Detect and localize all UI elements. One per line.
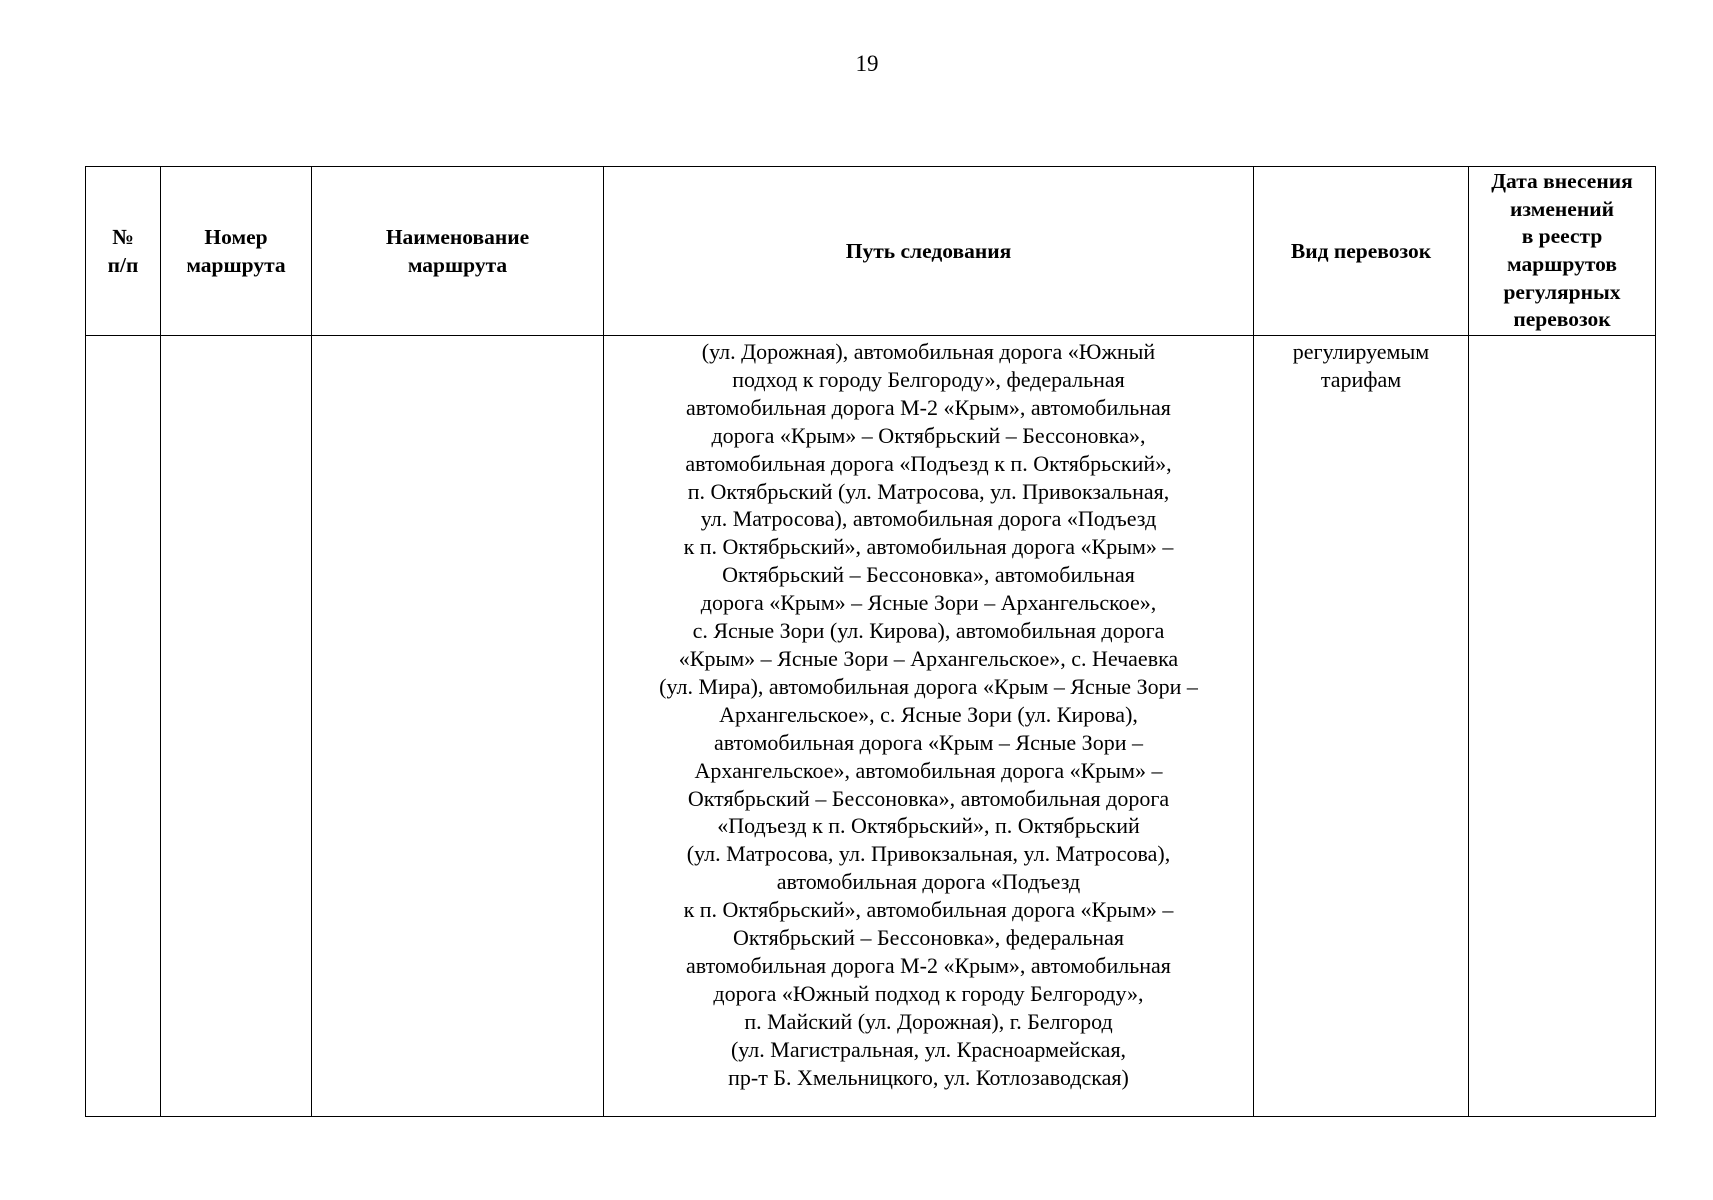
route-path-text: (ул. Дорожная), автомобильная дорога «Южный подход к городу Белгороду», федеральная автомобильная дорога М-2 «Крым», автомобильная дорога «Крым» – Октябрьский – Бессоновка», автомобильная дорога «Подъезд к п. Октябрьский», п. Октябрьский (ул. Матросова, ул. Привокзальная, ул. Матросова), автомобильная дорога «Подъезд к п. Октябрьский», автомобильная дорога «Крым» – Октябрьский – Бессоновка», автомобильная дорога «Крым» – Ясные Зори – Архангельское», с. Ясные Зори (ул. Кирова), автомобильная дорога «Крым» – Ясные Зори – Архангельское», с. Нечаевка (ул. Мира), автомобильная дорога «Крым – Ясные Зори – Архангельское», с. Ясные Зори (ул. Кирова), автомобильная дорога «Крым – Ясные Зори – Архангельское», автомобильная дорога «Крым» – Октябрьский – Бессоновка», автомобильная дорога «Подъезд к п. Октябрьский», п. Октябрьский (ул. Матросова, ул. Привокзальная, ул. Матросова), автомобильная дорога «Подъезд к п. Октябрьский», автомобильная дорога «Крым» – Октябрьский – Бессоновка», федеральная автомобильная дорога М-2 «Крым», автомобильная дорога «Южный подход к городу Белгороду», п. Майский (ул. Дорожная), г. Белгород (ул. Магистральная, ул. Красноармейская, пр-т Б. Хмельницкого, ул. Котлозаводская) <box>659 339 1198 1090</box>
cell-change-date <box>1469 336 1656 1117</box>
page-number: 19 <box>855 51 879 76</box>
table-row <box>86 336 1656 1117</box>
header-path: Путь следования <box>604 167 1254 336</box>
cell-route-name <box>312 336 604 1117</box>
cell-transport-type <box>1254 336 1469 1117</box>
cell-route-number <box>161 336 312 1117</box>
table-header-row <box>86 167 1656 336</box>
cell-path <box>604 336 1254 1117</box>
routes-registry-table <box>85 166 1656 1117</box>
header-num: № п/п <box>86 167 161 336</box>
header-route-name: Наименование маршрута <box>312 167 604 336</box>
cell-num <box>86 336 161 1117</box>
header-route-number: Номер маршрута <box>161 167 312 336</box>
transport-type-text: регулируемым тарифам <box>1292 339 1430 392</box>
header-change-date: Дата внесения изменений в реестр маршрутов регулярных перевозок <box>1469 167 1656 336</box>
header-transport-type: Вид перевозок <box>1254 167 1469 336</box>
